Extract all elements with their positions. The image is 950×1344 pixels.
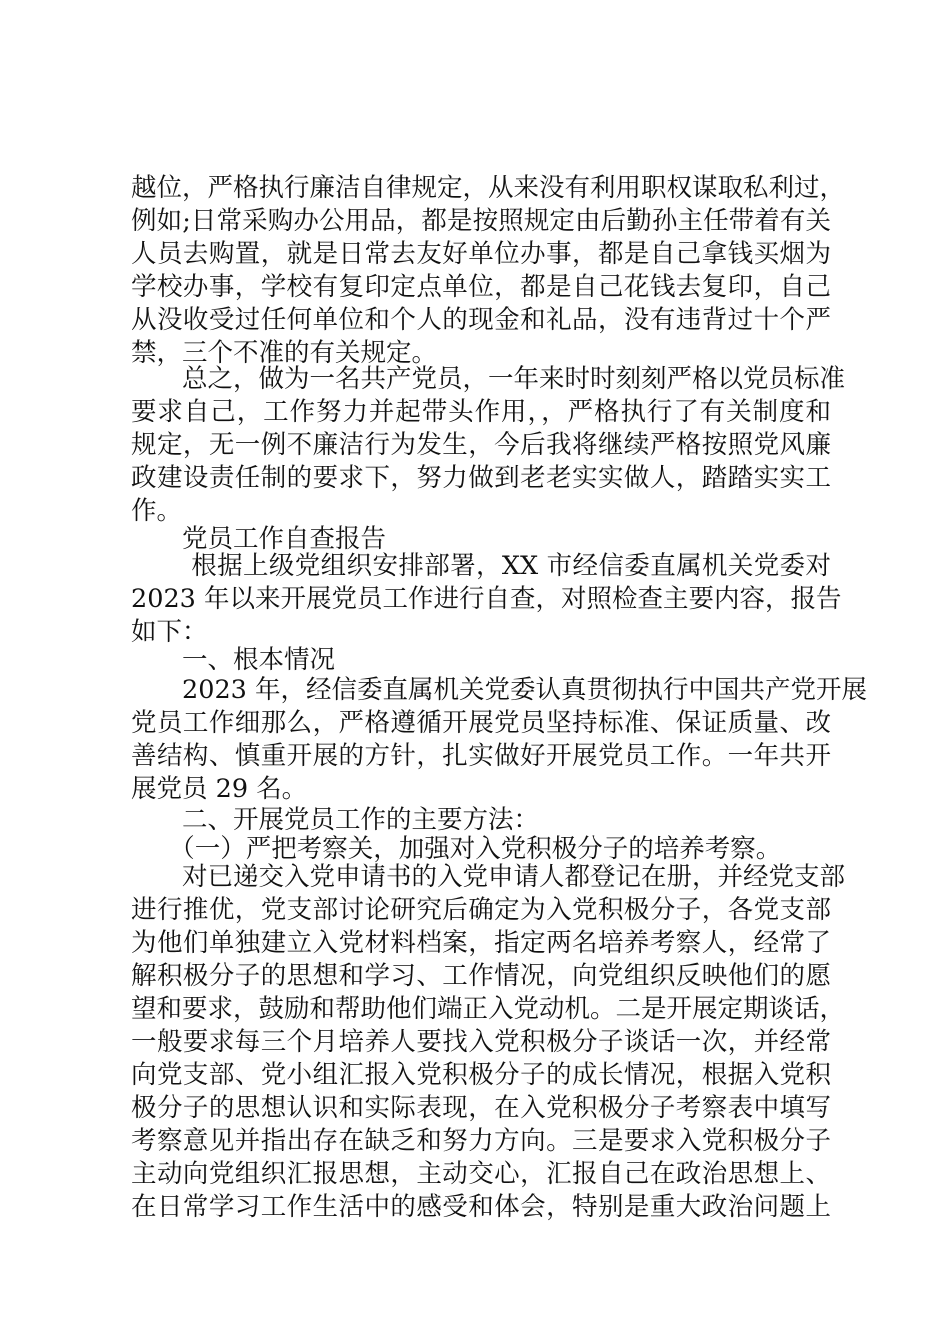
- text-line: 考察意见并指出存在缺乏和努力方向。三是要求入党积极分子: [131, 1126, 831, 1156]
- text-line: 党员工作细那么，严格遵循开展党员坚持标准、保证质量、改: [131, 708, 831, 738]
- text-line: 对已递交入党申请书的入党申请人都登记在册，并经党支部: [131, 862, 846, 892]
- text-line: 解积极分子的思想和学习、工作情况，向党组织反映他们的愿: [131, 961, 831, 991]
- section-heading: 党员工作自查报告: [131, 524, 387, 554]
- section-heading: （一）严把考察关，加强对入党积极分子的培养考察。: [131, 834, 782, 864]
- text-line: 作。: [131, 496, 183, 526]
- text-line: 从没收受过任何单位和个人的现金和礼品，没有违背过十个严: [131, 305, 831, 335]
- text-line: 学校办事，学校有复印定点单位，都是自己花钱去复印，自己: [131, 272, 831, 302]
- text-line: 2023 年以来开展党员工作进行自查，对照检查主要内容，报告: [131, 584, 842, 614]
- text-line: 政建设责任制的要求下，努力做到老老实实做人，踏踏实实工: [131, 463, 831, 493]
- text-line: 根据上级党组织安排部署，XX 市经信委直属机关党委对: [131, 551, 831, 581]
- text-line: 望和要求，鼓励和帮助他们端正入党动机。二是开展定期谈话，: [131, 994, 846, 1024]
- text-line: 禁，三个不准的有关规定。: [131, 338, 438, 368]
- text-line: 2023 年，经信委直属机关党委认真贯彻执行中国共产党开展: [131, 675, 868, 705]
- text-line: 善结构、慎重开展的方针，扎实做好开展党员工作。一年共开: [131, 741, 831, 771]
- text-line: 总之，做为一名共产党员，一年来时时刻刻严格以党员标准: [131, 364, 846, 394]
- text-line: 规定，无一例不廉洁行为发生，今后我将继续严格按照党风廉: [131, 430, 831, 460]
- section-heading: 二、开展党员工作的主要方法：: [131, 805, 540, 835]
- section-heading: 一、根本情况: [131, 645, 336, 675]
- text-line: 例如;日常采购办公用品，都是按照规定由后勤孙主任带着有关: [131, 206, 831, 236]
- text-line: 进行推优，党支部讨论研究后确定为入党积极分子，各党支部: [131, 895, 831, 925]
- text-line: 为他们单独建立入党材料档案，指定两名培养考察人，经常了: [131, 928, 831, 958]
- text-line: 极分子的思想认识和实际表现，在入党积极分子考察表中填写: [131, 1093, 831, 1123]
- text-line: 要求自己，工作努力并起带头作用，，严格执行了有关制度和: [131, 397, 831, 427]
- text-line: 如下：: [131, 617, 208, 647]
- text-line: 主动向党组织汇报思想，主动交心，汇报自己在政治思想上、: [131, 1159, 831, 1189]
- text-line: 向党支部、党小组汇报入党积极分子的成长情况，根据入党积: [131, 1060, 831, 1090]
- text-line: 人员去购置，就是日常去友好单位办事，都是自己拿钱买烟为: [131, 239, 831, 269]
- text-line: 越位，严格执行廉洁自律规定，从来没有利用职权谋取私利过，: [131, 173, 846, 203]
- text-line: 一般要求每三个月培养人要找入党积极分子谈话一次，并经常: [131, 1027, 831, 1057]
- text-line: 在日常学习工作生活中的感受和体会，特别是重大政治问题上: [131, 1192, 831, 1222]
- text-line: 展党员 29 名。: [131, 774, 308, 804]
